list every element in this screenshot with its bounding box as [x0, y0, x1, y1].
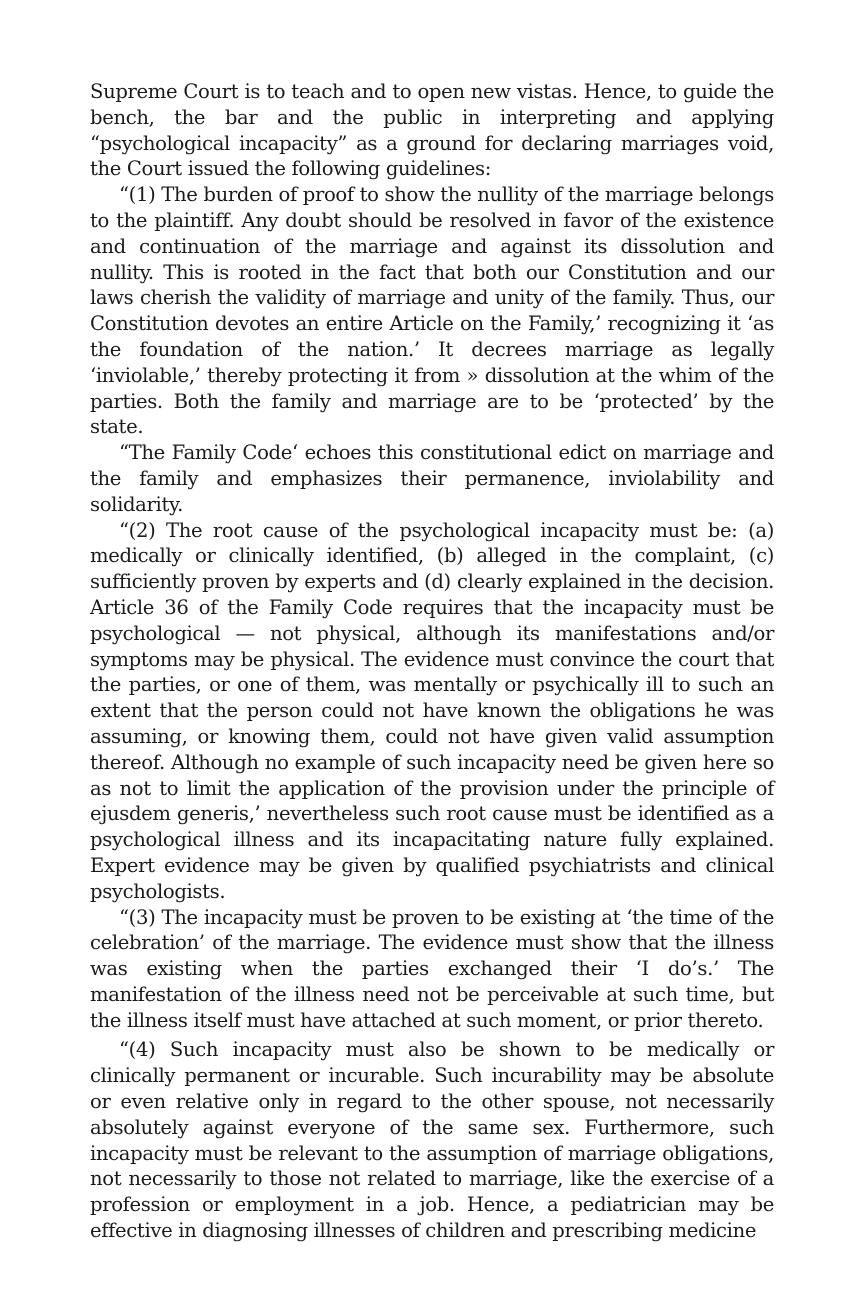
paragraph-guideline-1: “(1) The burden of proof to show the nullity of the marriage belongs to the plaintiff. Any doubt should be resolved in favor of the existence and continuation of the marriage and against its dissolution and nullity. This is rooted in the fact that both our Constitution and our laws cherish the validity of marriage and unity of the family. Thus, our Constitution devotes an entire Article on the Family,’ recognizing it ‘as the foundation of the nation.’ It decrees marriage as legally ‘inviolable,’ thereby protecting it from » dissolution at the whim of the parties. Both the family and marriage are to be ‘protected’ by the state. [90, 183, 774, 439]
paragraph-guideline-2: “(2) The root cause of the psychological incapacity must be: (a) medically or clinically identified, (b) alleged in the complaint, (c) sufficiently proven by experts and (d) clearly explained in the decision. Article 36 of the Family Code requires that the incapacity must be psychological — not physical, although its manifestations and/or symptoms may be physical. The evidence must convince the court that the parties, or one of them, was mentally or psychically ill to such an extent that the person could not have known the obligations he was assuming, or knowing them, could not have given valid assumption thereof. Although no example of such incapacity need be given here so as not to limit the application of the provision under the principle of ejusdem generis,’ nevertheless such root cause must be identified as a psychological illness and its incapacitating nature fully explained. Expert evidence may be given by qualified psychiatrists and clinical psychologists. [90, 518, 774, 903]
document-page [90, 79, 774, 1244]
paragraph-guideline-4: “(4) Such incapacity must also be shown to be medically or clinically permanent or incurable. Such incurability may be absolute or even relative only in regard to the other spouse, not necessarily absolutely against everyone of the same sex. Furthermore, such incapacity must be relevant to the assumption of marriage obligations, not necessarily to those not related to marriage, like the exercise of a profession or employment in a job. Hence, a pediatrician may be effective in diagnosing illnesses of children and prescribing medicine [90, 1038, 774, 1243]
paragraph-intro: Supreme Court is to teach and to open new vistas. Hence, to guide the bench, the bar and the public in interpreting and applying “psychological incapacity” as a ground for declaring marriages void, the Court issued the following guidelines: [90, 80, 774, 181]
paragraph-guideline-3: “(3) The incapacity must be proven to be existing at ‘the time of the celebration’ of the marriage. The evidence must show that the illness was existing when the parties exchanged their ‘I do’s.’ The manifestation of the illness need not be perceivable at such time, but the illness itself must have attached at such moment, or prior thereto. [90, 905, 774, 1032]
paragraph-family-code: “The Family Code‘ echoes this constitutional edict on marriage and the family and emphasizes their permanence, inviolability and solidarity. [90, 441, 774, 516]
